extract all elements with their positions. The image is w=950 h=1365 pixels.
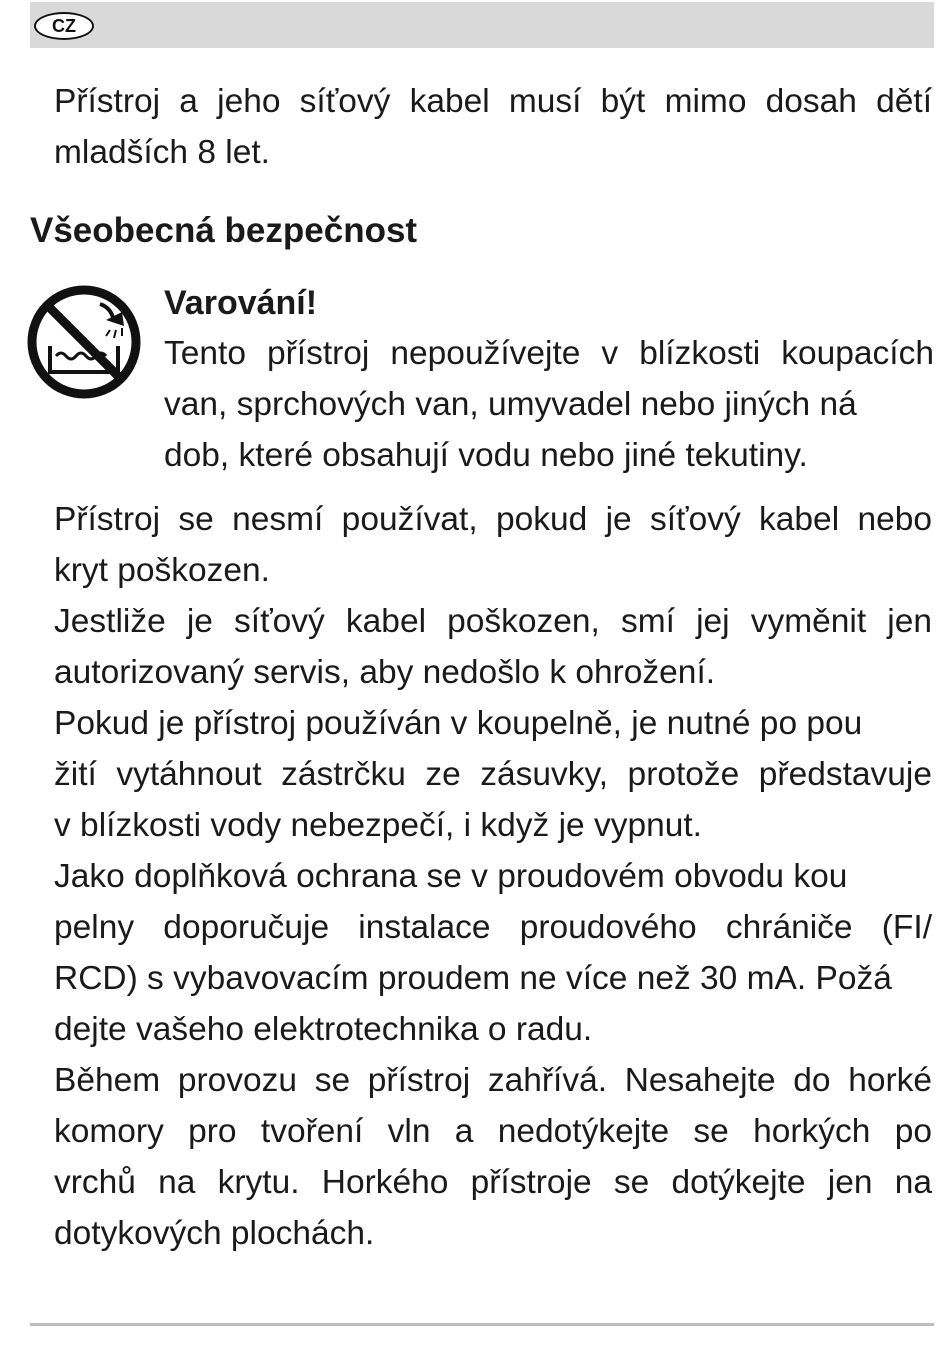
body-paragraphs [54, 494, 932, 1259]
body-line: v blízkosti vody nebezpečí, i když je vypnut. [54, 807, 702, 844]
intro-line: mladších 8 let. [54, 134, 270, 171]
footer-divider [30, 1323, 934, 1326]
header-bar [30, 2, 934, 48]
warning-title: Varování! [164, 284, 318, 322]
body-line: pelny doporučuje instalace proudového chrániče (FI/ [54, 909, 932, 946]
body-line: vrchů na krytu. Horkého přístroje se dotýkejte jen na [54, 1164, 932, 1201]
warning-line: Tento přístroj nepoužívejte v blízkosti koupacích [164, 335, 934, 372]
body-line: kryt poškozen. [54, 552, 270, 589]
body-line: Během provozu se přístroj zahřívá. Nesahejte do horké [54, 1062, 932, 1099]
body-line: Přístroj se nesmí používat, pokud je síťový kabel nebo [54, 501, 932, 538]
language-badge: CZ [34, 12, 94, 40]
body-line: RCD) s vybavovacím proudem ne více než 30 mA. Požá [54, 960, 892, 997]
intro-paragraph [54, 76, 932, 178]
no-bathtub-shower-icon [26, 284, 142, 400]
body-line: komory pro tvoření vln a nedotýkejte se horkých po [54, 1113, 932, 1150]
warning-text [164, 328, 934, 481]
body-line: autorizovaný servis, aby nedošlo k ohrožení. [54, 654, 716, 691]
body-line: Pokud je přístroj používán v koupelně, je nutné po pou [54, 705, 863, 742]
warning-line: dob, které obsahují vodu nebo jiné tekutiny. [164, 437, 808, 474]
intro-line: Přístroj a jeho síťový kabel musí být mimo dosah dětí [54, 83, 932, 120]
section-title: Všeobecná bezpečnost [30, 211, 418, 250]
body-line: dotykových plochách. [54, 1215, 375, 1252]
body-line: dejte vašeho elektrotechnika o radu. [54, 1011, 593, 1048]
body-line: Jako doplňková ochrana se v proudovém obvodu kou [54, 858, 848, 895]
warning-line: van, sprchových van, umyvadel nebo jiných ná [164, 386, 857, 423]
body-line: Jestliže je síťový kabel poškozen, smí jej vyměnit jen [54, 603, 932, 640]
body-line: žití vytáhnout zástrčku ze zásuvky, protože představuje [54, 756, 932, 793]
